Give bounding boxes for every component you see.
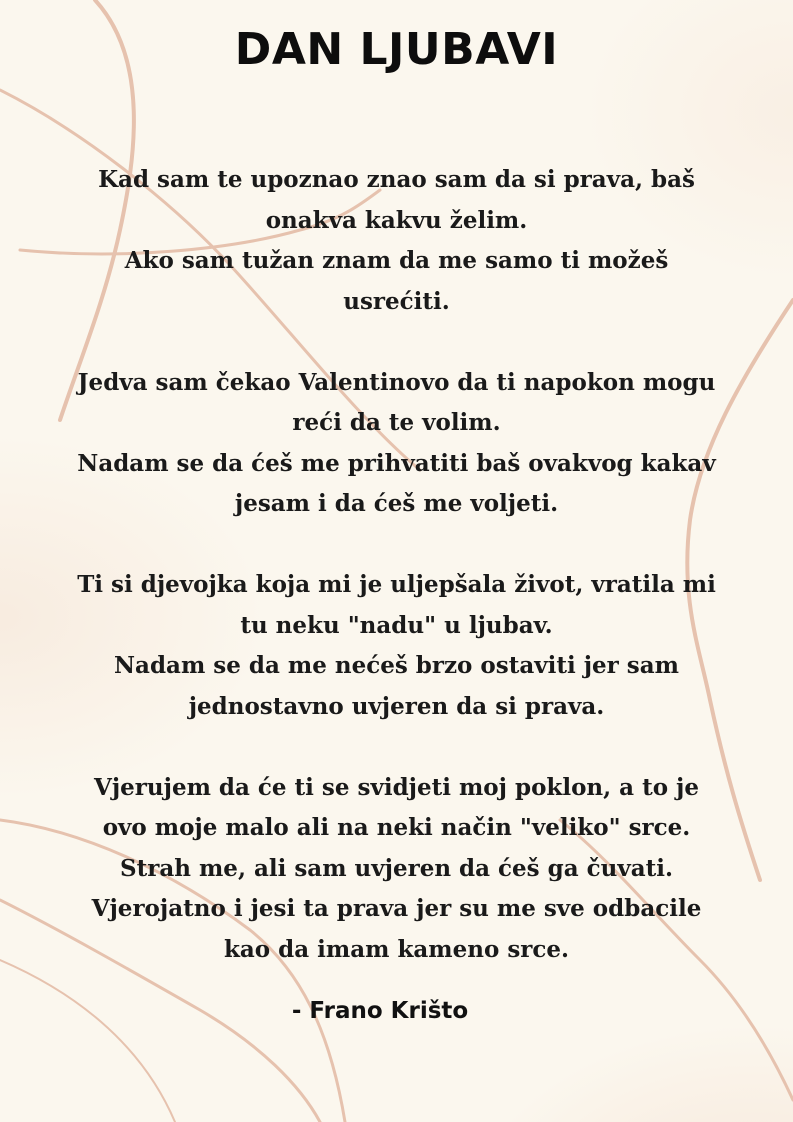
poem-line: reći da te volim.	[292, 409, 501, 436]
poem-line: onakva kakvu želim.	[265, 206, 528, 234]
stanza	[40, 768, 753, 971]
poem-line: Jedva sam čekao Valentinovo da ti napokon mogu	[77, 368, 716, 396]
poem-line: tu neku "nadu" u ljubav.	[240, 611, 553, 639]
poem-line: usrećiti.	[343, 287, 450, 315]
poem-line: Strah me, ali sam uvjeren da ćeš ga čuvati.	[119, 854, 673, 882]
poem-line: Nadam se da ćeš me prihvatiti baš ovakvog kakav	[77, 449, 716, 477]
poem-line: Kad sam te upoznao znao sam da si prava, baš	[98, 166, 695, 193]
page-title: DAN LJUBAVI	[234, 24, 559, 75]
stanza	[40, 160, 753, 322]
poem-line: ovo moje malo ali na neki način "veliko" srce.	[102, 814, 691, 841]
stanza	[40, 363, 753, 525]
poem-line: Nadam se da me nećeš brzo ostaviti jer sam	[114, 652, 679, 679]
poem-line: Ako sam tužan znam da me samo ti možeš	[124, 247, 669, 274]
poem-line: kao da imam kameno srce.	[223, 935, 570, 963]
poem-line: Ti si djevojka koja mi je uljepšala život, vratila mi	[77, 571, 716, 598]
author-signature: - Frano Krišto	[291, 998, 469, 1024]
decor-curve	[0, 960, 175, 1122]
poem-line: jednostavno uvjeren da si prava.	[188, 692, 605, 720]
stanza	[40, 565, 753, 727]
poem-body	[40, 160, 753, 970]
poem-line: Vjerujem da će ti se svidjeti moj poklon, a to je	[93, 773, 699, 801]
poem-line: Vjerojatno i jesi ta prava jer su me sve odbacile	[91, 895, 702, 922]
poem-line: jesam i da ćeš me voljeti.	[234, 490, 559, 517]
